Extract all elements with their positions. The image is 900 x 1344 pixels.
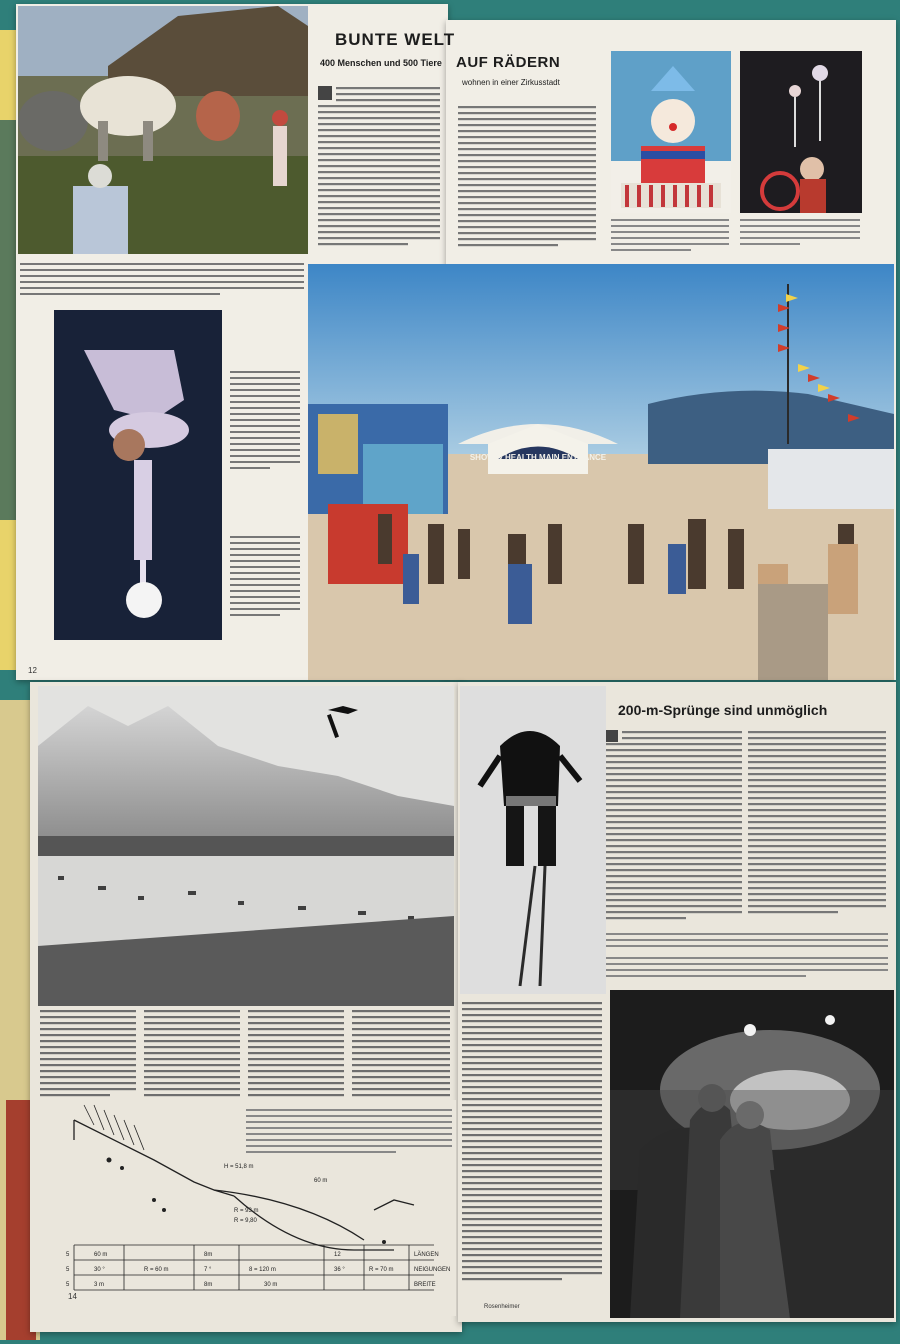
upper-subtitle-left: 400 Menschen und 500 Tiere — [320, 58, 442, 68]
diagram-height-label: H = 51,8 m — [224, 1164, 254, 1170]
diagram-r3-c5: 30 m — [264, 1282, 278, 1288]
lower-text-column-2 — [748, 728, 888, 928]
diagram-radius2-label: R = 9,80 — [234, 1218, 257, 1224]
lower-footer-right: Rosenheimer — [484, 1304, 520, 1310]
lower-right-caption — [606, 932, 890, 982]
lower-left-text-columns — [40, 1008, 452, 1104]
upper-title-left: BUNTE WELT — [335, 30, 456, 49]
lower-title: 200-m-Sprünge sind unmöglich — [618, 702, 828, 718]
diagram-60m-label: 60 m — [314, 1178, 328, 1184]
tent-sign: SHOW & HEALTH MAIN ENTRANCE — [469, 453, 607, 462]
juggler-photo-caption — [740, 218, 862, 258]
clown-photo-caption — [611, 218, 731, 258]
clown-photo — [611, 51, 731, 213]
diagram-r2-c2: 30 ° — [94, 1267, 105, 1273]
diagram-radius-label: R = 93 m — [234, 1208, 259, 1214]
aerialist-photo — [54, 310, 222, 640]
spectators-night-photo — [610, 990, 894, 1318]
upper-title-right: AUF RÄDERN — [456, 54, 561, 71]
upper-text-column-2 — [458, 104, 598, 254]
diagram-r2-c7: R = 70 m — [369, 1267, 394, 1273]
diagram-r1-c1: 5 — [66, 1252, 70, 1258]
diagram-r1-label: LÄNGEN — [414, 1252, 439, 1258]
circus-fairground-photo — [308, 264, 894, 680]
left-page-caption-2 — [230, 370, 302, 480]
lower-page-number: 14 — [68, 1292, 77, 1301]
left-page-caption-1 — [20, 262, 306, 302]
upper-text-column-1 — [318, 84, 442, 250]
circus-elephants-photo — [18, 6, 308, 254]
diagram-r3-label: BREITE — [414, 1282, 436, 1288]
diagram-r3-c3: 8m — [204, 1282, 213, 1288]
diagram-r2-label: NEIGUNGEN — [414, 1267, 451, 1273]
diagram-r3-c2: 3 m — [94, 1282, 105, 1288]
diagram-r2-c3: R = 60 m — [144, 1267, 169, 1273]
upper-subtitle-right: wohnen in einer Zirkusstadt — [462, 78, 560, 87]
diagram-r3-c1: 5 — [66, 1282, 70, 1288]
diagram-caption — [246, 1108, 454, 1164]
diagram-r1-c3: 8m — [204, 1252, 213, 1258]
diagram-r2-c5: 8 = 120 m — [249, 1267, 276, 1273]
diagram-r1-c2: 60 m — [94, 1252, 108, 1258]
diagram-r2-c1: 5 — [66, 1267, 70, 1273]
lower-text-column-1 — [606, 728, 744, 928]
ski-jumper-photo — [460, 686, 606, 994]
lower-middle-text-column — [462, 1000, 604, 1300]
diagram-value-12: 12 — [334, 1252, 341, 1258]
juggler-photo — [740, 51, 862, 213]
upper-page-number: 12 — [28, 666, 37, 675]
diagram-r2-c4: 7 ° — [204, 1267, 212, 1273]
diagram-r2-c6: 36 ° — [334, 1267, 345, 1273]
ski-jump-landscape-photo — [38, 686, 454, 1006]
left-page-caption-3 — [230, 535, 302, 645]
